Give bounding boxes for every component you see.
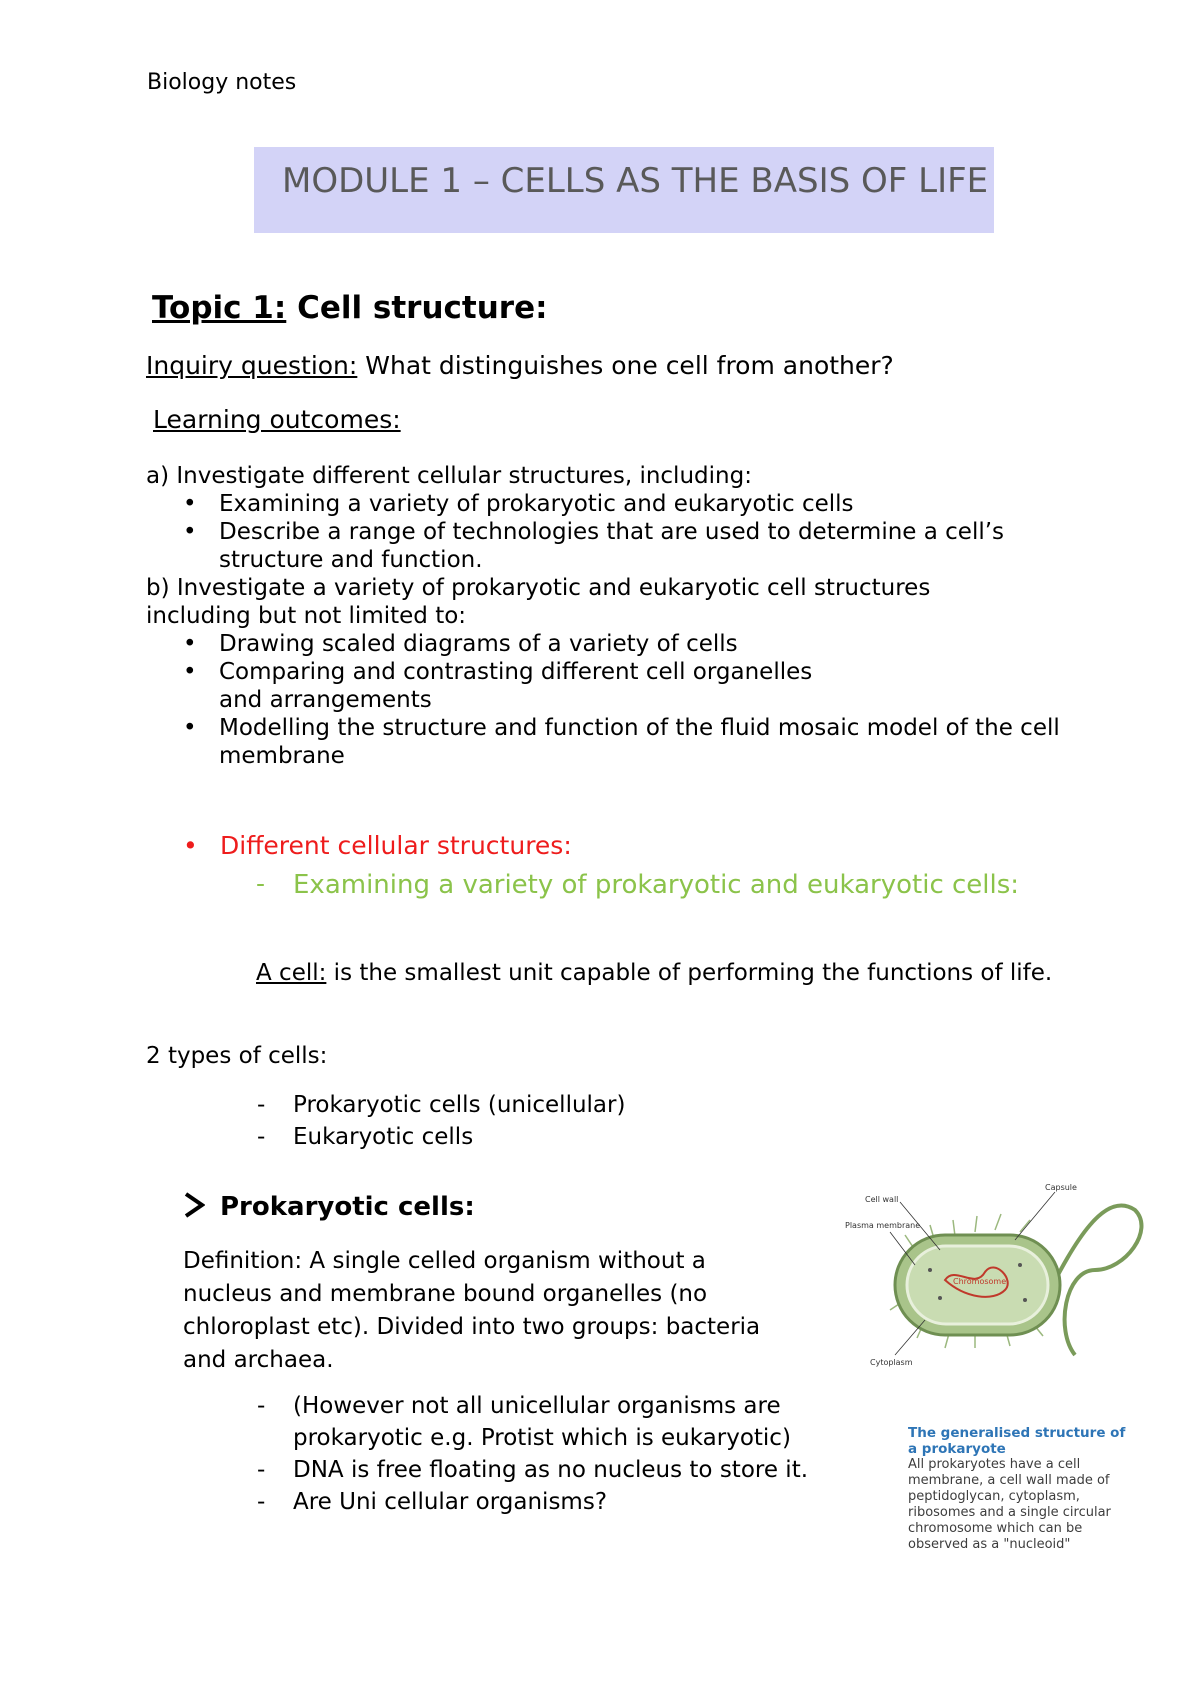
outcome-a-intro: a) Investigate different cellular structures, including: [146,463,752,489]
inquiry-label: Inquiry question: [146,351,358,380]
outcome-b-list [146,630,1066,770]
list-item: - Are Uni cellular organisms? [257,1486,877,1518]
cell-definition-label: A cell: [256,960,327,986]
list-item: - Eukaryotic cells [257,1121,625,1153]
topic-label: Topic 1: [152,290,287,326]
list-item: • Modelling the structure and function of the fluid mosaic model of the cell membrane [146,714,1079,770]
section-heading: Different cellular structures: [220,831,572,860]
types-intro: 2 types of cells: [146,1043,328,1069]
inquiry-question [146,351,894,380]
module-title: MODULE 1 – CELLS AS THE BASIS OF LIFE [282,161,989,201]
outcomes-block [146,462,1066,770]
topic-heading [152,290,548,326]
figure-label: Chromosome [953,1277,1007,1286]
list-item: - DNA is free floating as no nucleus to store it. [257,1454,877,1486]
figure-label: Cytoplasm [870,1358,913,1367]
list-item: • Comparing and contrasting different cell organelles and arrangements [146,658,859,714]
outcome-b-intro: b) Investigate a variety of prokaryotic and eukaryotic cell structures including but not limited to: [146,575,931,629]
inquiry-text: What distinguishes one cell from another? [357,351,894,380]
cell-definition [256,957,1066,989]
cell-definition-text: is the smallest unit capable of performing the functions of life. [326,960,1053,986]
list-item: • Examining a variety of prokaryotic and eukaryotic cells [146,490,1066,518]
outcome-a-list [146,490,1066,574]
prokaryotic-list [257,1390,877,1518]
topic-title: Cell structure: [286,290,548,326]
module-banner [254,147,994,233]
types-list [257,1089,625,1153]
caption-text: All prokaryotes have a cell membrane, a cell wall made of peptidoglycan, cytoplasm, ribosomes and a single circular chromosome which can be observed as a "nucleoid" [908,1457,1111,1552]
section-bullet: • [183,831,198,860]
prokaryotic-heading: Prokaryotic cells: [220,1192,475,1222]
document-header: Biology notes [147,70,297,95]
list-item: - (However not all unicellular organisms are prokaryotic e.g. Protist which is eukaryotic) [257,1390,877,1454]
prokaryotic-definition: Definition: A single celled organism without a nucleus and membrane bound organelles (no chloroplast etc). Divided into two groups: bacteria and archaea. [183,1248,761,1373]
subsection-dash: - [256,869,266,898]
figure-label: Plasma membrane [845,1221,921,1230]
learning-outcomes-label: Learning outcomes: [153,405,401,434]
figure-label: Cell wall [865,1195,899,1204]
prokaryote-diagram [845,1180,1155,1380]
arrow-bullet-icon [183,1192,205,1222]
list-item: - Prokaryotic cells (unicellular) [257,1089,625,1121]
list-item: • Describe a range of technologies that are used to determine a cell’s structure and function. [146,518,1049,574]
figure-caption [908,1425,1133,1553]
list-item: • Drawing scaled diagrams of a variety of cells [146,630,1066,658]
subsection-heading: Examining a variety of prokaryotic and eukaryotic cells: [293,870,1020,900]
caption-title: The generalised structure of a prokaryote [908,1425,1126,1457]
figure-label: Capsule [1045,1183,1077,1192]
